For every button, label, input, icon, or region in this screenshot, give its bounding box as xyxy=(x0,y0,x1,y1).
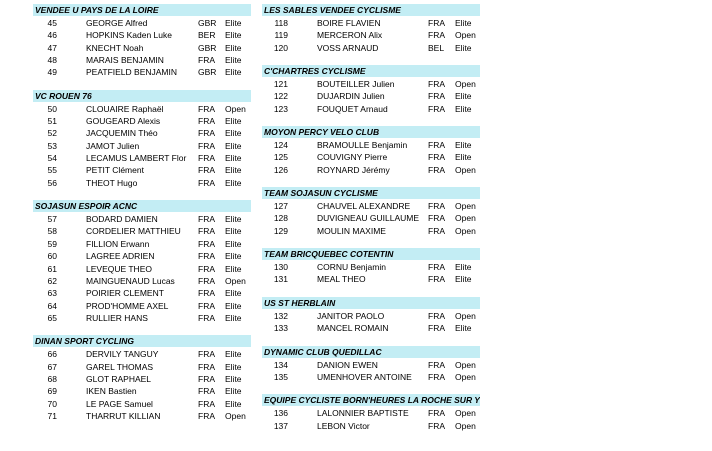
rider-category: Open xyxy=(455,310,476,321)
rider-name: PROD'HOMME AXEL xyxy=(86,300,169,311)
rider-category: Elite xyxy=(455,323,472,334)
rider-nationality: FRA xyxy=(198,410,215,421)
rider-name: MARAIS BENJAMIN xyxy=(86,55,164,66)
rider-category: Elite xyxy=(225,18,242,28)
rider-number: 119 xyxy=(274,30,288,41)
rider-number: 68 xyxy=(47,373,57,384)
rider-row xyxy=(33,263,251,275)
rider-category: Elite xyxy=(225,238,242,249)
rider-nationality: FRA xyxy=(428,420,445,431)
rider-row xyxy=(33,213,251,225)
rider-row xyxy=(262,322,480,334)
rider-name: MANCEL ROMAIN xyxy=(317,323,389,334)
rider-name: BOUTEILLER Julien xyxy=(317,79,395,90)
team-header: VENDEE U PAYS DE LA LOIRE xyxy=(33,4,251,16)
rider-nationality: FRA xyxy=(198,153,215,164)
rider-category: Elite xyxy=(225,373,242,384)
rider-category: Elite xyxy=(225,177,242,188)
rider-nationality: BER xyxy=(198,30,216,41)
rider-number: 61 xyxy=(47,263,57,274)
rider-nationality: FRA xyxy=(198,300,215,311)
rider-row xyxy=(262,200,480,212)
rider-name: ROYNARD Jérémy xyxy=(317,164,390,175)
rider-nationality: FRA xyxy=(198,116,215,127)
rider-row xyxy=(262,164,480,176)
rider-nationality: FRA xyxy=(198,288,215,299)
rider-row xyxy=(262,371,480,383)
rider-category: Elite xyxy=(455,152,472,163)
team-block xyxy=(262,4,480,54)
rider-nationality: FRA xyxy=(198,165,215,176)
rider-category: Elite xyxy=(225,398,242,409)
rider-row xyxy=(33,103,251,115)
rider-nationality: FRA xyxy=(198,398,215,409)
rider-nationality: FRA xyxy=(428,274,445,285)
rider-name: FILLION Erwann xyxy=(86,238,150,249)
rider-category: Elite xyxy=(455,18,472,28)
rider-category: Elite xyxy=(225,116,242,127)
team-spacer xyxy=(33,324,251,335)
rider-number: 67 xyxy=(47,361,57,372)
rider-nationality: FRA xyxy=(428,140,445,151)
rider-row xyxy=(262,42,480,54)
rider-name: BOIRE FLAVIEN xyxy=(317,18,381,28)
rider-name: VOSS ARNAUD xyxy=(317,42,379,53)
rider-nationality: FRA xyxy=(198,275,215,286)
rider-row xyxy=(33,398,251,410)
rider-name: RULLIER HANS xyxy=(86,312,148,323)
team-spacer xyxy=(262,176,480,187)
rider-nationality: FRA xyxy=(198,140,215,151)
rider-nationality: GBR xyxy=(198,67,217,78)
rider-name: MOULIN MAXIME xyxy=(317,225,386,236)
team-header: MOYON PERCY VELO CLUB xyxy=(262,126,480,138)
rider-category: Elite xyxy=(225,165,242,176)
rider-name: CORDELIER MATTHIEU xyxy=(86,226,181,237)
rider-nationality: FRA xyxy=(428,79,445,90)
team-header: TEAM SOJASUN CYCLISME xyxy=(262,187,480,199)
team-header: TEAM BRICQUEBEC COTENTIN xyxy=(262,248,480,260)
rider-nationality: FRA xyxy=(198,226,215,237)
rider-category: Elite xyxy=(225,55,242,66)
rider-number: 122 xyxy=(273,91,288,102)
team-block xyxy=(33,335,251,422)
rider-category: Open xyxy=(225,410,246,421)
rider-name: PETIT Clément xyxy=(86,165,144,176)
rider-nationality: FRA xyxy=(198,386,215,397)
rider-nationality: FRA xyxy=(428,408,445,419)
rider-nationality: FRA xyxy=(428,213,445,224)
rider-category: Elite xyxy=(225,153,242,164)
team-block xyxy=(33,200,251,324)
rider-category: Elite xyxy=(225,263,242,274)
rider-number: 126 xyxy=(273,164,288,175)
rider-number: 59 xyxy=(47,238,57,249)
rider-category: Elite xyxy=(225,300,242,311)
rider-name: IKEN Bastien xyxy=(86,386,137,397)
team-spacer xyxy=(262,115,480,126)
rider-number: 125 xyxy=(273,152,288,163)
rider-row xyxy=(262,17,480,29)
team-header: C'CHARTRES CYCLISME xyxy=(262,65,480,77)
team-spacer xyxy=(262,237,480,248)
rider-name: JANITOR PAOLO xyxy=(317,310,385,321)
rider-name: FOUQUET Arnaud xyxy=(317,103,388,114)
rider-row xyxy=(262,139,480,151)
rider-name: BRAMOULLE Benjamin xyxy=(317,140,408,151)
rider-name: JACQUEMIN Théo xyxy=(86,128,158,139)
rider-row xyxy=(33,164,251,176)
rider-row xyxy=(33,373,251,385)
rider-name: LALONNIER BAPTISTE xyxy=(317,408,409,419)
rider-number: 57 xyxy=(47,214,57,225)
rider-row xyxy=(262,273,480,285)
rider-number: 62 xyxy=(47,275,57,286)
rider-name: DANION EWEN xyxy=(317,359,378,370)
rider-number: 130 xyxy=(273,262,288,273)
rider-name: PEATFIELD BENJAMIN xyxy=(86,67,177,78)
rider-nationality: FRA xyxy=(198,177,215,188)
rider-number: 66 xyxy=(47,349,57,360)
rider-category: Elite xyxy=(225,128,242,139)
team-block xyxy=(262,187,480,237)
rider-number: 132 xyxy=(273,310,288,321)
rider-name: MEAL THEO xyxy=(317,274,366,285)
rider-category: Elite xyxy=(455,42,472,53)
rider-name: CHAUVEL ALEXANDRE xyxy=(317,201,411,212)
rider-number: 121 xyxy=(273,79,288,90)
team-spacer xyxy=(33,79,251,90)
rider-category: Open xyxy=(455,408,476,419)
rider-row xyxy=(262,90,480,102)
rider-name: MAINGUENAUD Lucas xyxy=(86,275,175,286)
rider-nationality: FRA xyxy=(198,238,215,249)
rider-category: Elite xyxy=(225,226,242,237)
rider-number: 123 xyxy=(273,103,288,114)
rider-category: Open xyxy=(455,225,476,236)
team-spacer xyxy=(262,54,480,65)
rider-number: 65 xyxy=(47,312,57,323)
rider-number: 45 xyxy=(47,18,57,28)
rider-name: LAGREE ADRIEN xyxy=(86,251,155,262)
rider-nationality: FRA xyxy=(428,91,445,102)
rider-nationality: FRA xyxy=(198,361,215,372)
rider-nationality: FRA xyxy=(428,30,445,41)
rider-name: LE PAGE Samuel xyxy=(86,398,153,409)
rider-name: THEOT Hugo xyxy=(86,177,138,188)
rider-nationality: FRA xyxy=(428,323,445,334)
rider-category: Open xyxy=(455,201,476,212)
rider-number: 136 xyxy=(273,408,288,419)
rider-nationality: FRA xyxy=(198,349,215,360)
rider-row xyxy=(33,275,251,287)
rider-name: DERVILY TANGUY xyxy=(86,349,159,360)
rider-category: Elite xyxy=(455,140,472,151)
rider-number: 46 xyxy=(47,30,57,41)
team-spacer xyxy=(33,189,251,200)
rider-name: JAMOT Julien xyxy=(86,140,140,151)
rider-nationality: FRA xyxy=(428,371,445,382)
rider-category: Elite xyxy=(225,251,242,262)
rider-row xyxy=(33,361,251,373)
team-block xyxy=(33,90,251,189)
rider-name: UMENHOVER ANTOINE xyxy=(317,371,412,382)
left-column xyxy=(33,4,251,422)
rider-name: GEORGE Alfred xyxy=(86,18,148,28)
rider-nationality: FRA xyxy=(198,263,215,274)
team-block xyxy=(262,297,480,335)
rider-name: LEBON Victor xyxy=(317,420,370,431)
rider-row xyxy=(33,300,251,312)
rider-nationality: BEL xyxy=(428,42,445,53)
rider-number: 55 xyxy=(47,165,57,176)
rider-row xyxy=(33,42,251,54)
rider-number: 118 xyxy=(274,18,288,28)
rider-name: LECAMUS LAMBERT Flor xyxy=(86,153,187,164)
team-block xyxy=(262,126,480,176)
team-header: US ST HERBLAIN xyxy=(262,297,480,309)
rider-number: 70 xyxy=(47,398,57,409)
rider-number: 47 xyxy=(47,42,57,53)
rider-row xyxy=(33,29,251,41)
rider-nationality: FRA xyxy=(428,310,445,321)
rider-nationality: FRA xyxy=(198,251,215,262)
rider-category: Elite xyxy=(455,274,472,285)
team-header: DYNAMIC CLUB QUEDILLAC xyxy=(262,346,480,358)
rider-row xyxy=(33,250,251,262)
team-spacer xyxy=(262,335,480,346)
rider-nationality: FRA xyxy=(428,18,445,28)
team-header: SOJASUN ESPOIR ACNC xyxy=(33,200,251,212)
rider-nationality: FRA xyxy=(198,214,215,225)
rider-row xyxy=(33,225,251,237)
rider-row xyxy=(262,29,480,41)
rider-category: Elite xyxy=(225,140,242,151)
rider-name: POIRIER CLEMENT xyxy=(86,288,164,299)
rider-number: 129 xyxy=(273,225,288,236)
rider-number: 51 xyxy=(47,116,57,127)
rider-name: GAREL THOMAS xyxy=(86,361,154,372)
rider-row xyxy=(33,410,251,422)
rider-row xyxy=(33,238,251,250)
rider-number: 64 xyxy=(47,300,57,311)
rider-number: 53 xyxy=(47,140,57,151)
rider-number: 131 xyxy=(273,274,288,285)
rider-category: Open xyxy=(455,30,476,41)
rider-category: Open xyxy=(225,275,246,286)
rider-row xyxy=(33,385,251,397)
rider-name: HOPKINS Kaden Luke xyxy=(86,30,172,41)
rider-name: CLOUAIRE Raphaël xyxy=(86,103,164,114)
rider-row xyxy=(262,212,480,224)
rider-name: CORNU Benjamin xyxy=(317,262,386,273)
rider-category: Open xyxy=(225,103,246,114)
rider-number: 133 xyxy=(273,323,288,334)
rider-row xyxy=(262,151,480,163)
rider-category: Elite xyxy=(225,67,242,78)
team-block xyxy=(262,248,480,286)
rider-row xyxy=(262,420,480,432)
rider-nationality: FRA xyxy=(428,152,445,163)
rider-number: 120 xyxy=(273,42,288,53)
rider-number: 52 xyxy=(47,128,57,139)
rider-row xyxy=(33,54,251,66)
rider-category: Open xyxy=(455,371,476,382)
rider-nationality: GBR xyxy=(198,18,217,28)
team-header: LES SABLES VENDEE CYCLISME xyxy=(262,4,480,16)
rider-number: 54 xyxy=(47,153,57,164)
team-block xyxy=(262,65,480,115)
rider-category: Elite xyxy=(225,361,242,372)
rider-number: 124 xyxy=(273,140,288,151)
rider-category: Elite xyxy=(225,30,242,41)
rider-category: Elite xyxy=(225,288,242,299)
rider-name: DUJARDIN Julien xyxy=(317,91,385,102)
rider-nationality: FRA xyxy=(198,373,215,384)
rider-row xyxy=(33,312,251,324)
rider-row xyxy=(33,127,251,139)
rider-category: Elite xyxy=(225,42,242,53)
rider-row xyxy=(262,359,480,371)
rider-nationality: FRA xyxy=(198,55,215,66)
rider-row xyxy=(33,348,251,360)
rider-name: GOUGEARD Alexis xyxy=(86,116,161,127)
rider-name: MERCERON Alix xyxy=(317,30,383,41)
rider-row xyxy=(33,152,251,164)
rider-category: Elite xyxy=(225,386,242,397)
rider-category: Open xyxy=(455,420,476,431)
rider-row xyxy=(33,177,251,189)
rider-row xyxy=(262,310,480,322)
team-spacer xyxy=(262,383,480,394)
rider-category: Open xyxy=(455,164,476,175)
rider-row xyxy=(262,407,480,419)
rider-number: 135 xyxy=(273,371,288,382)
rider-category: Elite xyxy=(225,349,242,360)
rider-nationality: FRA xyxy=(428,103,445,114)
rider-number: 134 xyxy=(273,359,288,370)
rider-nationality: FRA xyxy=(428,201,445,212)
rider-nationality: FRA xyxy=(198,312,215,323)
rider-number: 63 xyxy=(47,288,57,299)
rider-number: 71 xyxy=(47,410,57,421)
rider-name: LEVEQUE THEO xyxy=(86,263,152,274)
rider-category: Open xyxy=(455,213,476,224)
rider-number: 60 xyxy=(47,251,57,262)
rider-category: Elite xyxy=(455,262,472,273)
rider-row xyxy=(33,287,251,299)
rider-number: 56 xyxy=(47,177,57,188)
rider-name: KNECHT Noah xyxy=(86,42,144,53)
rider-category: Elite xyxy=(455,91,472,102)
team-header: DINAN SPORT CYCLING xyxy=(33,335,251,347)
rider-nationality: FRA xyxy=(428,225,445,236)
rider-name: THARRUT KILLIAN xyxy=(86,410,161,421)
rider-number: 48 xyxy=(47,55,57,66)
rider-nationality: FRA xyxy=(428,262,445,273)
rider-category: Elite xyxy=(225,214,242,225)
rider-number: 49 xyxy=(47,67,57,78)
rider-nationality: GBR xyxy=(198,42,217,53)
team-block xyxy=(262,394,480,432)
rider-row xyxy=(33,66,251,78)
rider-row xyxy=(262,261,480,273)
rider-row xyxy=(262,225,480,237)
rider-number: 137 xyxy=(273,420,288,431)
rider-nationality: FRA xyxy=(428,359,445,370)
rider-row xyxy=(33,115,251,127)
rider-number: 58 xyxy=(47,226,57,237)
right-column xyxy=(262,4,480,432)
rider-name: DUVIGNEAU GUILLAUME xyxy=(317,213,420,224)
team-block xyxy=(33,4,251,79)
rider-category: Elite xyxy=(225,312,242,323)
rider-number: 128 xyxy=(273,213,288,224)
team-spacer xyxy=(262,286,480,297)
rider-row xyxy=(33,140,251,152)
rider-number: 50 xyxy=(47,103,57,114)
rider-nationality: FRA xyxy=(198,103,215,114)
team-header: VC ROUEN 76 xyxy=(33,90,251,102)
rider-name: BODARD DAMIEN xyxy=(86,214,158,225)
rider-category: Elite xyxy=(455,103,472,114)
rider-number: 127 xyxy=(273,201,288,212)
team-header: EQUIPE CYCLISTE BORN'HEURES LA ROCHE SUR Y xyxy=(264,395,480,406)
team-block xyxy=(262,346,480,384)
rider-row xyxy=(262,78,480,90)
rider-nationality: FRA xyxy=(198,128,215,139)
rider-category: Open xyxy=(455,359,476,370)
rider-name: GLOT RAPHAEL xyxy=(86,373,152,384)
rider-category: Open xyxy=(455,79,476,90)
rider-row xyxy=(33,17,251,29)
rider-nationality: FRA xyxy=(428,164,445,175)
rider-number: 69 xyxy=(47,386,57,397)
rider-name: COUVIGNY Pierre xyxy=(317,152,388,163)
rider-row xyxy=(262,103,480,115)
